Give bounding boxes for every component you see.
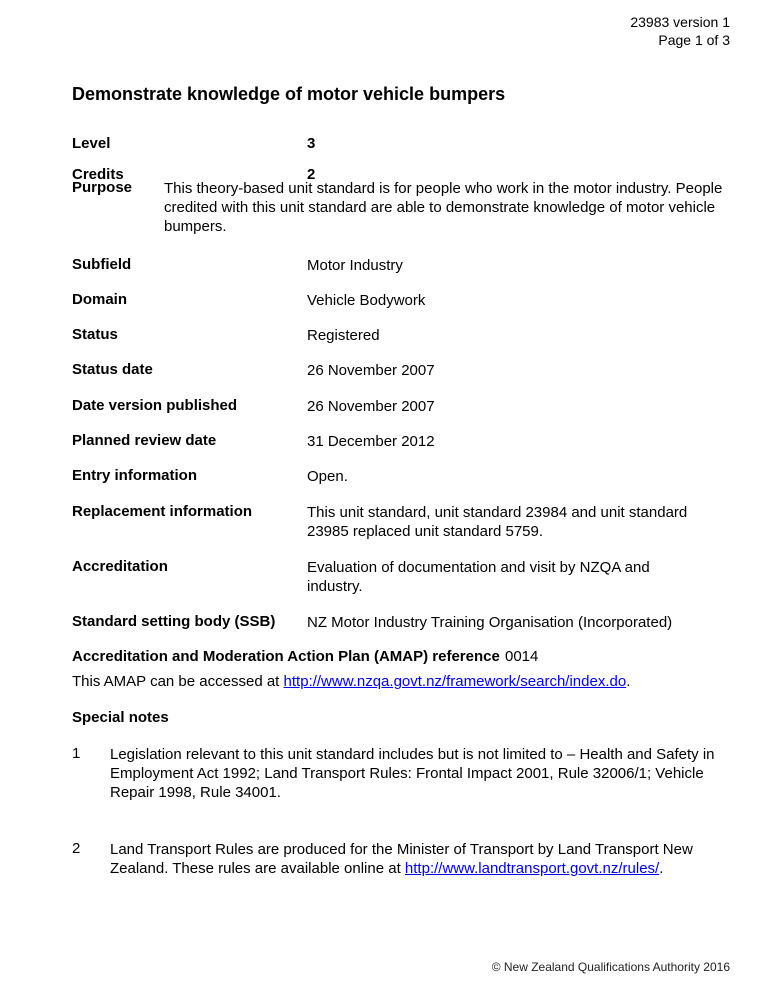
field-value-ssb: NZ Motor Industry Training Organisation (Incorporated) xyxy=(307,614,673,631)
field-value-date-version-published: 26 November 2007 xyxy=(307,398,435,415)
landtransport-link[interactable]: http://www.landtransport.govt.nz/rules/ xyxy=(404,860,660,877)
field-label-replacement-information: Replacement information xyxy=(72,503,253,520)
field-label-date-version-published: Date version published xyxy=(72,397,238,414)
credits-value: 2 xyxy=(307,166,316,183)
field-label-planned-review-date: Planned review date xyxy=(72,432,217,449)
field-value-domain: Vehicle Bodywork xyxy=(307,292,426,309)
copyright-footer: © New Zealand Qualifications Authority 2016 xyxy=(491,960,730,974)
purpose-text: This theory-based unit standard is for people who work in the motor industry. People credited with this unit standard are able to demonstrate knowledge of motor vehicle bumpers. xyxy=(164,180,723,235)
field-value-accreditation: Evaluation of documentation and visit by NZQA and industry. xyxy=(307,559,650,595)
note-number: 2 xyxy=(72,840,81,857)
field-value-status: Registered xyxy=(307,327,380,344)
field-value-entry-information: Open. xyxy=(307,468,348,485)
level-value: 3 xyxy=(307,135,316,152)
purpose-label: Purpose xyxy=(72,179,133,196)
note-number: 1 xyxy=(72,745,81,762)
field-label-entry-information: Entry information xyxy=(72,467,198,484)
field-label-subfield: Subfield xyxy=(72,256,132,273)
page-number: Page 1 of 3 xyxy=(658,32,730,48)
special-notes-heading: Special notes xyxy=(72,709,169,726)
field-label-status: Status xyxy=(72,326,118,343)
note-text: Legislation relevant to this unit standard includes but is not limited to – Health and Safety in Employment Act 1992; Land Transport Rules: Frontal Impact 2001, Rule 32006/1; Vehicle Repair 1998, Rule 34001. xyxy=(110,746,715,801)
amap-label: Accreditation and Moderation Action Plan (AMAP) reference xyxy=(72,648,500,665)
page-header xyxy=(630,13,730,49)
amap-value: 0014 xyxy=(505,648,539,665)
amap-access-line xyxy=(72,673,630,690)
credits-label: Credits xyxy=(72,166,124,183)
field-value-status-date: 26 November 2007 xyxy=(307,362,435,379)
note-item xyxy=(110,840,730,878)
field-value-planned-review-date: 31 December 2012 xyxy=(307,433,435,450)
field-label-domain: Domain xyxy=(72,291,128,308)
field-label-accreditation: Accreditation xyxy=(72,558,168,575)
note-suffix: . xyxy=(659,860,664,877)
field-value-replacement-information: This unit standard, unit standard 23984 and unit standard 23985 replaced unit standard 5759. xyxy=(307,504,688,540)
document-title: Demonstrate knowledge of motor vehicle bumpers xyxy=(72,84,506,104)
field-label-status-date: Status date xyxy=(72,361,153,378)
field-label-ssb: Standard setting body (SSB) xyxy=(72,613,276,630)
amap-access-suffix: . xyxy=(626,673,631,690)
amap-link[interactable]: http://www.nzqa.govt.nz/framework/search/index.do xyxy=(283,673,627,690)
level-label: Level xyxy=(72,135,111,152)
field-value-subfield: Motor Industry xyxy=(307,257,403,274)
note-text: Land Transport Rules are produced for the Minister of Transport by Land Transport New Zealand. These rules are available online at xyxy=(110,841,693,877)
version-label: 23983 version 1 xyxy=(630,14,730,30)
amap-access-text: This AMAP can be accessed at xyxy=(72,673,284,690)
